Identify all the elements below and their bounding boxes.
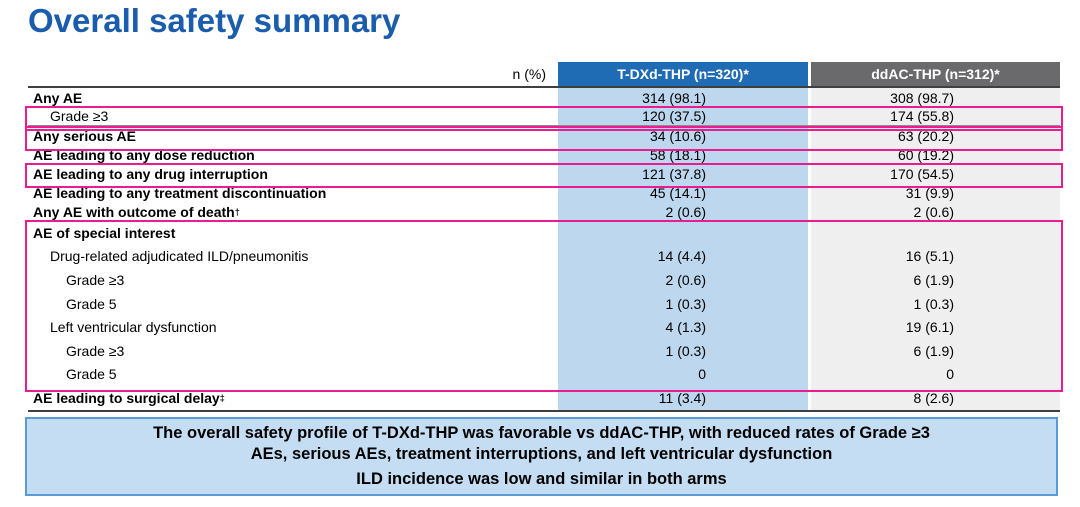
value-cell-tdxd: 4 (1.3) [558, 315, 808, 339]
table-row [28, 339, 1060, 363]
value-cell-ddac: 174 (55.8) [811, 107, 1060, 125]
value-cell-tdxd: 2 (0.6) [558, 268, 808, 292]
table-row [28, 221, 1060, 245]
row-label: AE leading to any dose reduction [33, 146, 255, 163]
row-label: AE leading to any drug interruption [33, 165, 268, 182]
value-cell-tdxd: 58 (18.1) [558, 145, 808, 164]
row-label: Any AE with outcome of death † [33, 203, 240, 220]
value-cell-tdxd: 34 (10.6) [558, 126, 808, 145]
value-cell-ddac: 6 (1.9) [811, 339, 1060, 363]
row-label: AE leading to surgical delay ‡ [33, 389, 225, 406]
value-cell-ddac: 308 (98.7) [811, 88, 1060, 107]
row-label: Any AE [33, 89, 83, 106]
table-row [28, 315, 1060, 339]
value-cell-tdxd [558, 221, 808, 245]
value-cell-ddac [811, 221, 1060, 245]
row-label: Left ventricular dysfunction [50, 319, 217, 336]
value-cell-ddac: 170 (54.5) [811, 164, 1060, 183]
table-row [28, 245, 1060, 269]
value-cell-tdxd: 120 (37.5) [558, 107, 808, 125]
value-cell-tdxd: 45 (14.1) [558, 183, 808, 202]
value-cell-ddac: 2 (0.6) [811, 202, 1060, 221]
value-cell-tdxd: 314 (98.1) [558, 88, 808, 107]
table-row [28, 164, 1060, 183]
value-cell-tdxd: 11 (3.4) [558, 386, 808, 410]
row-label: AE leading to any treatment discontinuation [33, 184, 327, 201]
value-cell-ddac: 0 [811, 363, 1060, 387]
row-label: Any serious AE [33, 127, 136, 144]
row-label: Grade ≥3 [66, 271, 125, 288]
table-row [28, 107, 1060, 126]
value-cell-tdxd: 121 (37.8) [558, 164, 808, 183]
value-cell-ddac: 63 (20.2) [811, 126, 1060, 145]
value-cell-tdxd: 14 (4.4) [558, 245, 808, 269]
row-label: Drug-related adjudicated ILD/pneumonitis [50, 248, 309, 265]
table-row [28, 145, 1060, 164]
summary-box [25, 417, 1058, 496]
table-row [28, 268, 1060, 292]
table-row [28, 183, 1060, 202]
table-row [28, 88, 1060, 107]
row-label: Grade 5 [66, 295, 117, 312]
table-row [28, 126, 1060, 145]
column-header-ddac: ddAC-THP (n=312)* [811, 62, 1060, 86]
table-header-row [28, 62, 1060, 88]
value-cell-ddac: 19 (6.1) [811, 315, 1060, 339]
summary-line-1: The overall safety profile of T-DXd-THP was favorable vs ddAC-THP, with reduced rates of Grade ≥3 AEs, serious AEs, treatment interruptions, and left ventricular dysfunction [153, 424, 930, 463]
value-cell-tdxd: 2 (0.6) [558, 202, 808, 221]
column-header-tdxd: T-DXd-THP (n=320)* [558, 62, 808, 86]
table-row [28, 363, 1060, 387]
value-cell-ddac: 8 (2.6) [811, 386, 1060, 410]
unit-label: n (%) [512, 66, 546, 82]
value-cell-ddac: 60 (19.2) [811, 145, 1060, 164]
row-label: Grade 5 [66, 366, 117, 383]
table-row [28, 202, 1060, 221]
row-label: Grade ≥3 [66, 342, 125, 359]
value-cell-tdxd: 1 (0.3) [558, 292, 808, 316]
summary-line-2: ILD incidence was low and similar in both arms [356, 470, 727, 488]
table-row [28, 292, 1060, 316]
row-label: AE of special interest [33, 224, 176, 241]
value-cell-ddac: 31 (9.9) [811, 183, 1060, 202]
value-cell-ddac: 16 (5.1) [811, 245, 1060, 269]
safety-table [28, 62, 1060, 412]
value-cell-ddac: 6 (1.9) [811, 268, 1060, 292]
table-row [28, 386, 1060, 410]
value-cell-tdxd: 0 [558, 363, 808, 387]
value-cell-tdxd: 1 (0.3) [558, 339, 808, 363]
slide-title: Overall safety summary [28, 2, 401, 39]
value-cell-ddac: 1 (0.3) [811, 292, 1060, 316]
row-label: Grade ≥3 [50, 108, 109, 124]
table-body [28, 88, 1060, 410]
